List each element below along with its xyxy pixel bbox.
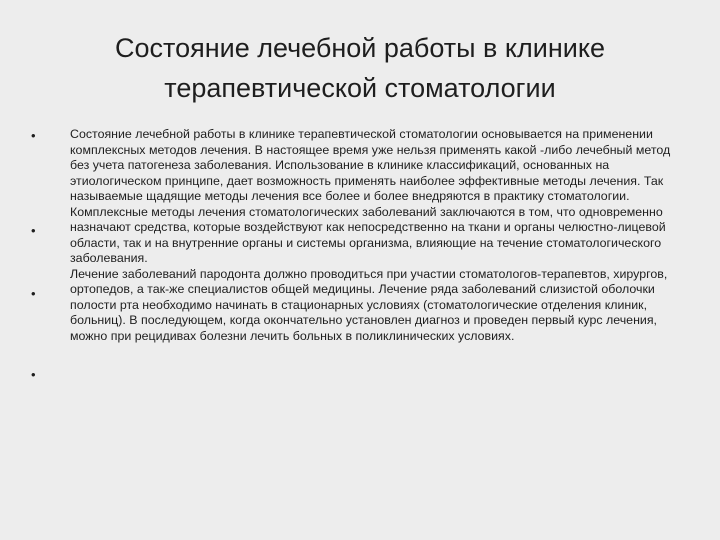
- bullet-marker: •: [31, 223, 36, 238]
- paragraph-complex-methods: Комплексные методы лечения стоматологических заболеваний заключаются в том, что одновременно назначают средства, которые воздействуют как непосредственно на ткани и органы челюстно-лицевой области, так и на внутренние органы и системы организма, влияющие на течение стоматологического заболевания.: [70, 204, 666, 265]
- bullet-marker: •: [31, 367, 36, 382]
- slide-title: Состояние лечебной работы в клинике терапевтической стоматологии: [115, 33, 605, 103]
- paragraph-periodontal-treatment: Лечение заболеваний пародонта должно проводиться при участии стоматологов-терапевтов, хирургов, ортопедов, а так-же специалистов общей медицины. Лечение ряда заболеваний слизистой оболочки полости рта необходимо начинать в стационарных условиях (стоматологические отделения клиник, больниц). В последующем, когда окончательно установлен диагноз и проведен первый курс лечения, можно при рецидивах болезни лечить больных в поликлинических условиях.: [70, 266, 668, 343]
- bullet-marker: •: [31, 128, 36, 143]
- bullet-marker: •: [31, 286, 36, 301]
- slide-body: [70, 127, 682, 344]
- paragraph-treatment-state: Состояние лечебной работы в клинике терапевтической стоматологии основывается на применении комплексных методов лечения. В настоящее время уже нельзя применять какой -либо лечебный метод без учета патогенеза заболевания. Использование в клинике классификаций, основанных на этиологическом принципе, дает возможность применять наиболее эффективные методы лечения. Так называемые щадящие методы лечения все более и более внедряются в практику стоматологии.: [70, 127, 671, 203]
